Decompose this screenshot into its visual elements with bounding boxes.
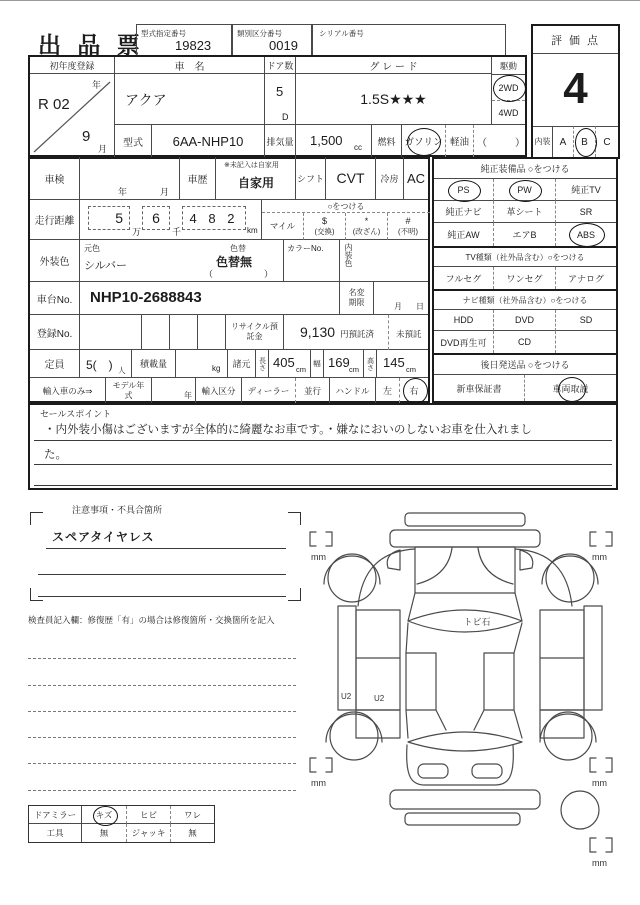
inspector-line-1 (28, 658, 296, 659)
history-label: 車歴 (180, 157, 216, 200)
front-bumper-shape (390, 530, 540, 547)
door-mirror-kizu: キズ (82, 806, 127, 824)
width-label: 幅 (311, 350, 324, 378)
tool-label: 工具 (29, 824, 82, 842)
length-label: 長さ (256, 350, 269, 378)
model-code-label: 型式指定番号 (141, 29, 186, 38)
rear-plate-shape (405, 813, 520, 825)
evaluation-label: 評 価 点 (533, 26, 618, 54)
shaken-date-cell (80, 157, 180, 200)
mileage-opt-dollar-sub: (交換) (314, 226, 335, 236)
mileage-opt-star-sub: (改ざん) (352, 226, 381, 236)
exterior-color-cell (80, 240, 284, 282)
notes-bracket-bl (30, 588, 43, 601)
u2-mark-left: U2 (341, 692, 352, 701)
import-parallel: 並行 (296, 378, 330, 403)
mileage-mark-header: ○をつける (262, 200, 430, 213)
fuel-other-cell (474, 125, 527, 157)
registration-year: R 02 (38, 96, 70, 113)
car-name-header: 車 名 (115, 57, 265, 74)
name-change-month-unit: 月 (394, 302, 402, 311)
mileage-unit-man: 万 (132, 227, 142, 237)
model-year-unit: 年 (184, 391, 192, 400)
sheet-title: 出 品 票 (38, 32, 145, 58)
equipment-abs: ABS (576, 229, 595, 240)
doors-d: D (282, 112, 289, 122)
notes-label: 注意事項・不具合箇所 (72, 505, 163, 515)
doors-right-shape (540, 610, 584, 710)
mileage-digit-man: 5 (88, 206, 130, 230)
car-name-value: アクア (125, 92, 167, 108)
mileage-opt-star-mark: * (364, 215, 369, 226)
grade-value: 1.5S★★★ (296, 74, 492, 125)
displacement-label: 排気量 (265, 125, 296, 157)
hood-shape (415, 547, 515, 593)
cooling-label: 冷房 (376, 157, 404, 200)
jack-value: 無 (188, 828, 197, 838)
mileage-opt-mile: マイル (262, 213, 304, 240)
fuel-gasoline: ガソリン (402, 125, 446, 157)
drive-header: 駆動 (492, 57, 525, 75)
color-change-label: 色替 (230, 244, 246, 253)
spare-tire-shape (561, 791, 599, 829)
mileage-unit-sen: 千 (172, 227, 182, 237)
equipment-dvd-play: DVD再生可 (434, 331, 494, 353)
color-change-value: 色替無 (216, 255, 253, 269)
mileage-cell (80, 200, 262, 240)
reg-no-sub-2 (170, 315, 198, 350)
recycle-deposited: 円預託済 (340, 329, 375, 339)
fuel-paren-close: ） (515, 138, 525, 149)
roof-connectors-shape (406, 623, 522, 653)
chassis-cell (80, 282, 340, 315)
u2-mark-right: U2 (374, 694, 385, 703)
capacity-value: 5( ) (86, 358, 113, 372)
first-registration-header: 初年度登録 (30, 57, 115, 74)
sales-underline-3 (34, 485, 612, 486)
import-type-label: 輸入区分 (196, 378, 242, 403)
equipment-airbag: エアB (494, 223, 556, 246)
chassis-value: NHP10-2688843 (90, 289, 202, 306)
door-mirror-label: ドアミラー (29, 806, 82, 824)
interior-color-label: 内装色 (344, 243, 353, 267)
equipment-tv: 純正TV (556, 179, 616, 201)
fuel-label: 燃料 (372, 125, 402, 157)
notes-underline-1 (46, 548, 286, 549)
height-value: 145 (383, 355, 405, 370)
mileage-opt-dollar-mark: $ (321, 215, 327, 226)
load-cell (176, 350, 228, 378)
mm-label-spare: mm (592, 858, 607, 868)
equipment-pw: PW (494, 179, 556, 201)
recycle-not-deposited: 未預託 (396, 329, 422, 339)
model-value: 6AA-NHP10 (152, 125, 265, 157)
sales-point-line1: ・内外装小傷はございますが全体的に綺麗なお車です。・嫌なにおいのしないお車を仕入れまし (44, 424, 532, 436)
equipment-later-header: 後日発送品 ○をつける (434, 355, 616, 375)
drive-2wd: 2WD (492, 75, 525, 101)
import-only-label: 輸入車のみ⇒ (30, 378, 106, 403)
tail-lamp-right-shape (472, 764, 502, 778)
shaken-year-unit: 年 (118, 187, 128, 197)
sales-point-box (28, 403, 618, 490)
registration-month-unit: 月 (98, 144, 108, 154)
mileage-opt-hash (388, 213, 428, 240)
load-unit: kg (212, 364, 221, 373)
doors-value: 5 (276, 84, 284, 99)
drive-4wd: 4WD (492, 101, 525, 125)
mm-label-tl: mm (311, 552, 326, 562)
exterior-color-label: 外装色 (30, 240, 80, 282)
reg-no-sub-1 (142, 315, 170, 350)
displacement-value: 1,500 (310, 133, 343, 148)
mirror-right-shape (520, 550, 533, 570)
displacement-unit: cc (354, 143, 362, 152)
bracket-top-right (590, 532, 612, 546)
color-change-paren-close: ） (264, 269, 274, 279)
model-year-label: モデル年式 (106, 378, 152, 403)
shaken-label: 車検 (30, 157, 80, 200)
capacity-cell (80, 350, 132, 378)
original-color-label: 元色 (84, 244, 100, 253)
equipment-ps: PS (434, 179, 494, 201)
class-code-label: 類別区分番号 (237, 29, 282, 38)
sales-point-label: セールスポイント (40, 409, 112, 419)
recycle-label: リサイクル預託金 (226, 315, 284, 350)
bracket-top-left (310, 532, 332, 546)
mileage-opt-star (346, 213, 388, 240)
equipment-full-seg: フルセグ (434, 267, 494, 289)
handle-right: 右 (409, 386, 419, 396)
import-dealer: ディーラー (242, 378, 296, 403)
model-year-cell (152, 378, 196, 403)
model-code-value: 19823 (175, 38, 212, 53)
serial-label: シリアル番号 (319, 29, 364, 38)
class-code-box (232, 24, 312, 57)
sales-underline-1 (34, 440, 612, 441)
model-code-box (136, 24, 232, 57)
sales-underline-2 (34, 464, 612, 465)
tail-lamp-left-shape (418, 764, 448, 778)
recycle-divider (388, 315, 389, 350)
car-damage-diagram (300, 498, 640, 878)
shift-label: シフト (296, 157, 326, 200)
equipment-one-seg: ワンセグ (494, 267, 556, 289)
history-note: ※未記入は自家用 (224, 162, 279, 169)
equipment-leather-seat: 革シート (494, 201, 556, 223)
recycle-cell (284, 315, 428, 350)
inspector-line-3 (28, 711, 296, 712)
equipment-cd: CD (494, 331, 556, 353)
front-plate-shape (405, 513, 525, 526)
history-cell (216, 157, 296, 200)
door-mirror-hibi: ヒビ (127, 806, 171, 824)
car-name-cell (115, 74, 265, 125)
inspector-line-2 (28, 685, 296, 686)
equipment-sd: SD (556, 310, 616, 331)
bracket-spare (590, 838, 612, 852)
equipment-genuine-header: 純正装備品 ○をつける (434, 159, 616, 179)
original-color-value: シルバー (84, 260, 127, 272)
rocker-right-shape (584, 606, 602, 710)
inspector-line-6 (28, 790, 296, 791)
color-no-label: カラーNo. (287, 244, 324, 253)
history-value: 自家用 (238, 176, 275, 190)
roof-rail-right-shape (484, 653, 514, 710)
height-cell (377, 350, 428, 378)
bracket-bottom-left (310, 758, 332, 772)
reg-no-cell (80, 315, 142, 350)
equipment-sr: SR (556, 201, 616, 223)
mileage-digit-sen: 6 (142, 206, 170, 230)
sales-point-line2: た。 (44, 449, 67, 461)
notes-underline-2 (38, 574, 286, 575)
inspector-note: 検査員記入欄：修復歴「有」の場合は修復箇所・交換箇所を記入 (28, 615, 275, 625)
evaluation-score: 4 (563, 64, 588, 113)
width-cell (324, 350, 364, 378)
front-fender-right-shape (515, 549, 572, 606)
chassis-label: 車台No. (30, 282, 80, 315)
registration-year-unit: 年 (92, 80, 102, 90)
cooling-value: AC (404, 157, 428, 200)
interior-grade-a: A (553, 126, 574, 157)
equipment-analog: アナログ (567, 273, 604, 284)
equipment-manual: 車両取説 (552, 383, 589, 394)
interior-color-cell (340, 240, 428, 282)
width-unit: cm (349, 365, 359, 374)
grade-header: グ レ ー ド (296, 57, 492, 74)
mirror-left-shape (387, 550, 400, 570)
rear-window-shape (408, 732, 522, 751)
notes-line1: スペアタイヤレス (52, 530, 155, 544)
capacity-label: 定員 (30, 350, 80, 378)
doors-header: ドア数 (265, 57, 296, 74)
capacity-unit: 人 (118, 366, 126, 375)
shift-value: CVT (326, 157, 376, 200)
name-change-date-cell (374, 282, 428, 315)
length-unit: cm (296, 365, 306, 374)
height-label: 高さ (364, 350, 377, 378)
mm-label-br: mm (592, 778, 607, 788)
width-value: 169 (328, 355, 350, 370)
door-mirror-ware: ワレ (171, 806, 214, 824)
spec-label: 諸元 (228, 350, 256, 378)
mm-label-bl: mm (311, 778, 326, 788)
stone-chip-label: トビ石 (463, 617, 491, 627)
equipment-warranty: 新車保証書 (434, 375, 525, 401)
mileage-opt-hash-mark: # (405, 215, 411, 226)
color-change-paren-open: （ (204, 269, 214, 279)
equipment-hdd: HDD (434, 310, 494, 331)
rear-pillars-shape (406, 710, 522, 738)
interior-grade-c: C (596, 126, 618, 157)
equipment-navi-header: ナビ種類（社外品含む）○をつける (434, 291, 616, 310)
name-change-day-unit: 日 (416, 302, 424, 311)
arch-front-left-shape (324, 556, 380, 584)
name-change-label: 名変期限 (340, 282, 374, 315)
serial-box (312, 24, 506, 57)
headlight-right-shape (478, 548, 513, 584)
mileage-unit-km: km (247, 226, 258, 235)
registration-month: 9 (82, 128, 91, 145)
color-no-cell (284, 240, 340, 282)
length-cell (269, 350, 311, 378)
headlight-left-shape (417, 548, 452, 584)
handle-left: 左 (376, 378, 400, 403)
displacement-cell (296, 125, 372, 157)
shaken-month-unit: 月 (160, 187, 170, 197)
notes-bracket-tl (30, 512, 43, 525)
equipment-tv-header: TV種類（社外品含む）○をつける (434, 248, 616, 267)
inspector-line-4 (28, 737, 296, 738)
interior-grade-b: B (574, 126, 596, 157)
load-label: 積載量 (132, 350, 176, 378)
jack-label: ジャッキ (127, 824, 171, 842)
interior-grade-label: 内装 (533, 126, 553, 157)
mileage-opt-dollar (304, 213, 346, 240)
reg-no-sub-3 (198, 315, 226, 350)
doors-cell (265, 74, 296, 125)
equipment-navi: 純正ナビ (434, 201, 494, 223)
tool-value: 無 (82, 824, 127, 842)
model-label: 型式 (115, 125, 152, 157)
rear-bumper-shape (390, 790, 540, 809)
mileage-digits-rest: 4 8 2 (182, 206, 246, 230)
roof-rail-left-shape (406, 653, 436, 710)
first-registration-cell (30, 74, 115, 157)
height-unit: cm (406, 365, 416, 374)
mileage-opt-hash-sub: (不明) (398, 226, 418, 236)
fuel-diesel: 軽油 (446, 125, 474, 157)
reg-no-label: 登録No. (30, 315, 80, 350)
class-code-value: 0019 (269, 38, 298, 53)
equipment-dvd: DVD (494, 310, 556, 331)
equipment-aw: 純正AW (434, 223, 494, 246)
inspector-line-5 (28, 763, 296, 764)
mileage-label: 走行距離 (30, 200, 80, 240)
page-top-rule (0, 0, 640, 1)
notes-underline-3 (38, 596, 286, 597)
handle-label: ハンドル (330, 378, 376, 403)
mm-label-tr: mm (592, 552, 607, 562)
length-value: 405 (273, 355, 295, 370)
fuel-paren-open: （ (477, 138, 487, 149)
recycle-amount: 9,130 (300, 324, 336, 340)
bracket-bottom-right (590, 758, 612, 772)
